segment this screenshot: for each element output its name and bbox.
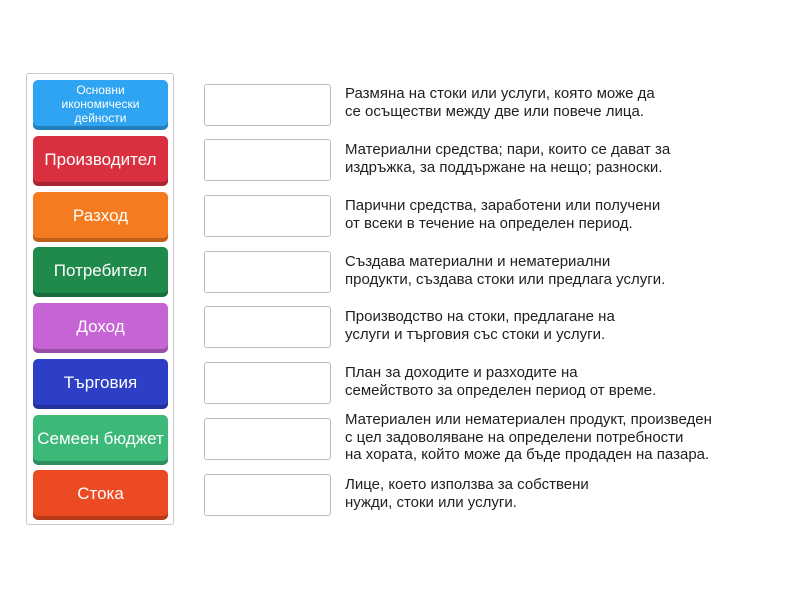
- drop-box-5[interactable]: [204, 362, 331, 404]
- drop-box-7[interactable]: [204, 474, 331, 516]
- tile-7[interactable]: Стока: [33, 470, 168, 520]
- answer-tiles-panel: [26, 73, 174, 525]
- drop-box-2[interactable]: [204, 195, 331, 237]
- drop-box-6[interactable]: [204, 418, 331, 460]
- definition-2: Парични средства, заработени или получени от всеки в течение на определен период.: [345, 197, 661, 232]
- drop-box-0[interactable]: [204, 84, 331, 126]
- tile-3[interactable]: Потребител: [33, 247, 168, 297]
- definition-1: Материални средства; пари, които се дават за издръжка, за поддържане на нещо; разноски.: [345, 141, 671, 176]
- tile-4[interactable]: Доход: [33, 303, 168, 353]
- definition-0: Размяна на стоки или услуги, която може да се осъществи между две или повече лица.: [345, 85, 655, 120]
- definition-3: Създава материални и нематериални продукти, създава стоки или предлага услуги.: [345, 253, 666, 288]
- drop-box-1[interactable]: [204, 139, 331, 181]
- tile-6[interactable]: Семеен бюджет: [33, 415, 168, 465]
- tile-5[interactable]: Търговия: [33, 359, 168, 409]
- tile-0[interactable]: Основни икономически дейности: [33, 80, 168, 130]
- definition-7: Лице, което използва за собствени нужди, стоки или услуги.: [345, 476, 589, 511]
- definition-6: Материален или нематериален продукт, произведен с цел задоволяване на определени потребности на хората, който може да бъде продаден на пазара.: [345, 411, 712, 463]
- tile-1[interactable]: Производител: [33, 136, 168, 186]
- drop-box-3[interactable]: [204, 251, 331, 293]
- drop-box-4[interactable]: [204, 306, 331, 348]
- tile-2[interactable]: Разход: [33, 192, 168, 242]
- definition-5: План за доходите и разходите на семейството за определен период от време.: [345, 364, 657, 399]
- definition-4: Производство на стоки, предлагане на услуги и търговия със стоки и услуги.: [345, 308, 615, 343]
